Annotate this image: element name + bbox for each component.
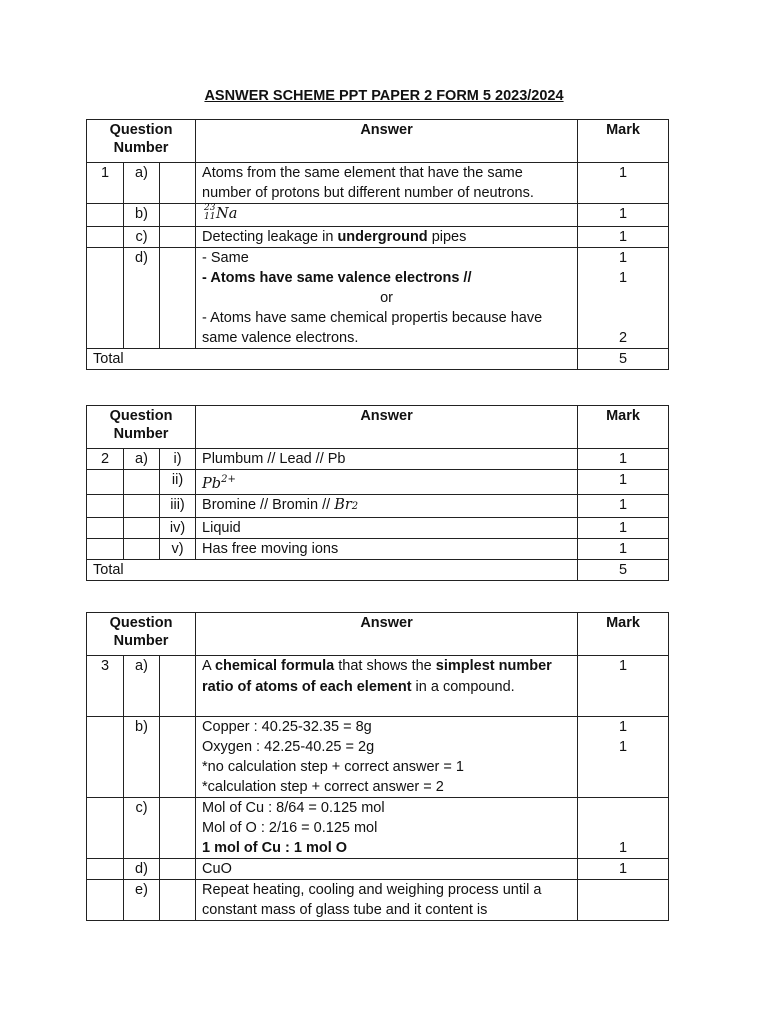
part-label: d) xyxy=(124,248,160,349)
answer-cell: Bromine // Bromin // Br2 xyxy=(196,494,578,517)
part-label: e) xyxy=(124,880,160,921)
mark-cell: 1 xyxy=(578,449,669,470)
answer-cell: $Pb^{2+}$ xyxy=(196,470,578,495)
part-label: d) xyxy=(124,859,160,880)
question-3-table xyxy=(86,612,669,921)
question-number: 3 xyxy=(87,656,124,717)
subpart-label: iii) xyxy=(160,494,196,517)
mark-cell: 1 xyxy=(578,204,669,227)
answer-cell: Has free moving ions xyxy=(196,538,578,559)
part-label: b) xyxy=(124,717,160,798)
header-answer: Answer xyxy=(196,613,578,656)
mark-cell: 1 1 2 xyxy=(578,248,669,349)
part-label: c) xyxy=(124,798,160,859)
mark-cell: 1 xyxy=(578,538,669,559)
total-label: Total xyxy=(87,559,578,580)
question-2-table xyxy=(86,405,669,581)
part-label: a) xyxy=(124,163,160,204)
subpart-label: i) xyxy=(160,449,196,470)
answer-cell: Copper : 40.25-32.35 = 8g Oxygen : 42.25-40.25 = 2g *no calculation step + correct answer = 1 *calculation step + correct answer = 2 xyxy=(196,717,578,798)
question-number: 2 xyxy=(87,449,124,470)
subpart-label: v) xyxy=(160,538,196,559)
part-label: a) xyxy=(124,449,160,470)
mark-cell: 1 xyxy=(578,798,669,859)
answer-cell: Atoms from the same element that have the same number of protons but different number of neutrons. xyxy=(196,163,578,204)
header-answer: Answer xyxy=(196,406,578,449)
mark-cell xyxy=(578,880,669,921)
header-answer: Answer xyxy=(196,120,578,163)
mark-cell: 1 xyxy=(578,470,669,495)
answer-cell: CuO xyxy=(196,859,578,880)
mark-cell: 1 xyxy=(578,517,669,538)
mark-cell: 1 xyxy=(578,494,669,517)
part-label: a) xyxy=(124,656,160,717)
question-1-table xyxy=(86,119,669,370)
header-question-number: Question Number xyxy=(87,120,196,163)
header-mark: Mark xyxy=(578,120,669,163)
total-mark: 5 xyxy=(578,559,669,580)
mark-cell: 1 xyxy=(578,656,669,717)
answer-cell: A chemical formula that shows the simplest number ratio of atoms of each element in a compound. xyxy=(196,656,578,717)
mark-cell: 1 xyxy=(578,163,669,204)
question-number: 1 xyxy=(87,163,124,204)
total-label: Total xyxy=(87,349,578,370)
page-title: ASNWER SCHEME PPT PAPER 2 FORM 5 2023/2024 xyxy=(204,88,564,104)
part-label: c) xyxy=(124,227,160,248)
answer-cell: 23 11 Na xyxy=(196,204,578,227)
header-question-number: Question Number xyxy=(87,613,196,656)
header-question-number: Question Number xyxy=(87,406,196,449)
mark-cell: 1 1 xyxy=(578,717,669,798)
answer-cell: - Same - Atoms have same valence electrons // or - Atoms have same chemical propertis because have same valence electrons. xyxy=(196,248,578,349)
answer-cell: Liquid xyxy=(196,517,578,538)
part-label: b) xyxy=(124,204,160,227)
answer-cell: Detecting leakage in underground pipes xyxy=(196,227,578,248)
mark-cell: 1 xyxy=(578,859,669,880)
isotope-notation: 23 11 xyxy=(204,203,216,222)
header-mark: Mark xyxy=(578,613,669,656)
answer-cell: Repeat heating, cooling and weighing process until a constant mass of glass tube and it content is xyxy=(196,880,578,921)
answer-cell: Mol of Cu : 8/64 = 0.125 mol Mol of O : 2/16 = 0.125 mol 1 mol of Cu : 1 mol O xyxy=(196,798,578,859)
subpart-label: iv) xyxy=(160,517,196,538)
total-mark: 5 xyxy=(578,349,669,370)
header-mark: Mark xyxy=(578,406,669,449)
answer-cell: Plumbum // Lead // Pb xyxy=(196,449,578,470)
subpart-label: ii) xyxy=(160,470,196,495)
mark-cell: 1 xyxy=(578,227,669,248)
